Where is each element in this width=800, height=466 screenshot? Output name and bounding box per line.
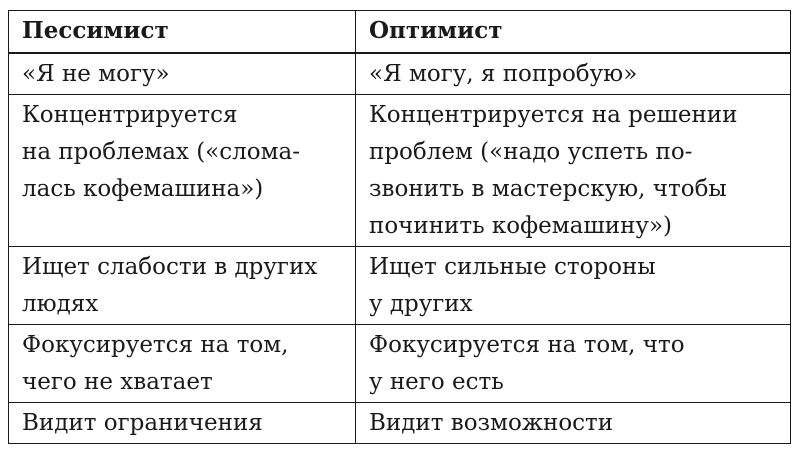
- header-row: [9, 11, 791, 54]
- optimist-cell: Фокусируется на том, что у него есть: [356, 325, 791, 403]
- optimist-cell: Концентрируется на решении проблем («надо успеть по- звонить в мастерскую, чтобы починить кофемашину»): [356, 95, 791, 247]
- header-optimist: Оптимист: [356, 11, 791, 54]
- table-row: [9, 95, 791, 247]
- pessimist-cell: Ищет слабости в других людях: [9, 247, 356, 325]
- table-row: [9, 247, 791, 325]
- document-page: [8, 10, 790, 444]
- pessimist-cell: Видит ограничения: [9, 403, 356, 444]
- optimist-cell: Ищет сильные стороны у других: [356, 247, 791, 325]
- table-body: [9, 53, 791, 444]
- table-row: [9, 53, 791, 95]
- optimist-cell: «Я могу, я попробую»: [356, 53, 791, 95]
- pessimist-cell: Фокусируется на том, чего не хватает: [9, 325, 356, 403]
- table-header: [9, 11, 791, 54]
- table-row: [9, 403, 791, 444]
- table-row: [9, 325, 791, 403]
- pessimist-cell: Концентрируется на проблемах («слома- лась кофемашина»): [9, 95, 356, 247]
- header-pessimist: Пессимист: [9, 11, 356, 54]
- optimist-cell: Видит возможности: [356, 403, 791, 444]
- pessimist-cell: «Я не могу»: [9, 53, 356, 95]
- comparison-table: [8, 10, 791, 444]
